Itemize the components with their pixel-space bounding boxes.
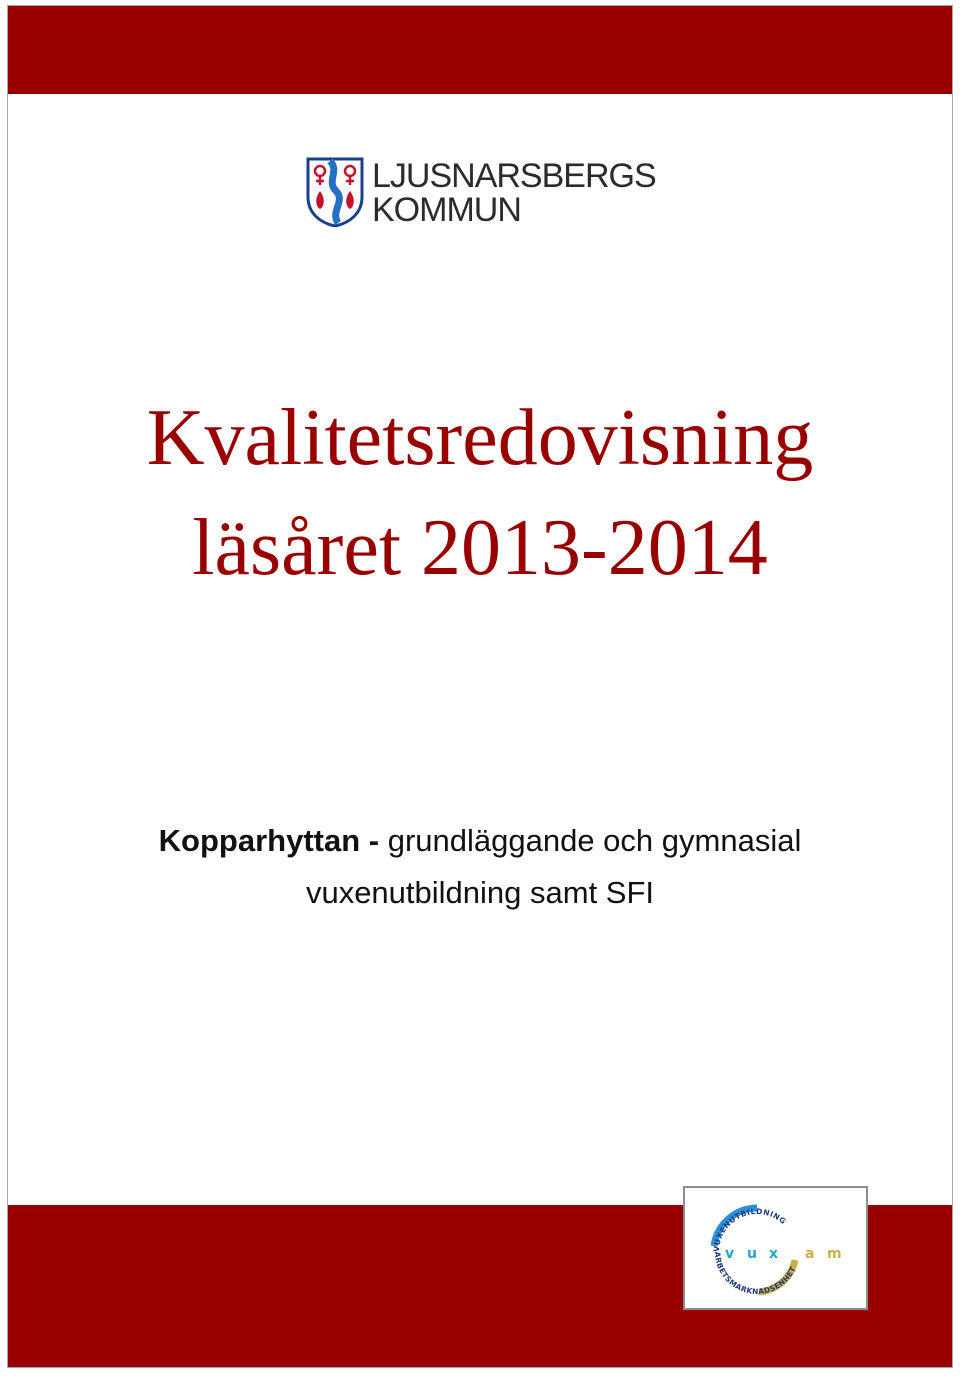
subtitle-line1 (0, 825, 960, 856)
subtitle-unit-name: Kopparhyttan - (158, 823, 380, 858)
vuxam-letter-x: x (769, 1246, 779, 1262)
logo-text-line2: KOMMUN (372, 191, 521, 229)
municipality-logo (306, 155, 666, 230)
subtitle-description: grundläggande och gymnasial (379, 823, 802, 858)
header-band (8, 6, 952, 94)
municipal-coat-of-arms-icon (306, 157, 364, 227)
vuxam-arc-bottom-text: ARBETSMARKNADSENHET (712, 1251, 798, 1297)
vuxam-letter-u: u (747, 1246, 757, 1262)
vuxam-logo-badge (683, 1186, 868, 1310)
document-title: Kvalitetsredovisning (146, 394, 814, 482)
vuxam-letter-m: m (827, 1246, 842, 1262)
subtitle-line2: vuxenutbildning samt SFI (305, 875, 655, 910)
vuxam-letter-a: a (805, 1246, 815, 1262)
document-title-year: läsåret 2013-2014 (192, 504, 768, 592)
vuxam-arc-top-text: VUXENUTBILDNING (711, 1206, 789, 1253)
logo-text-line1: LJUSNARSBERGS (372, 157, 656, 195)
vuxam-letter-v: v (725, 1246, 735, 1262)
vuxam-logo-icon (685, 1188, 866, 1308)
